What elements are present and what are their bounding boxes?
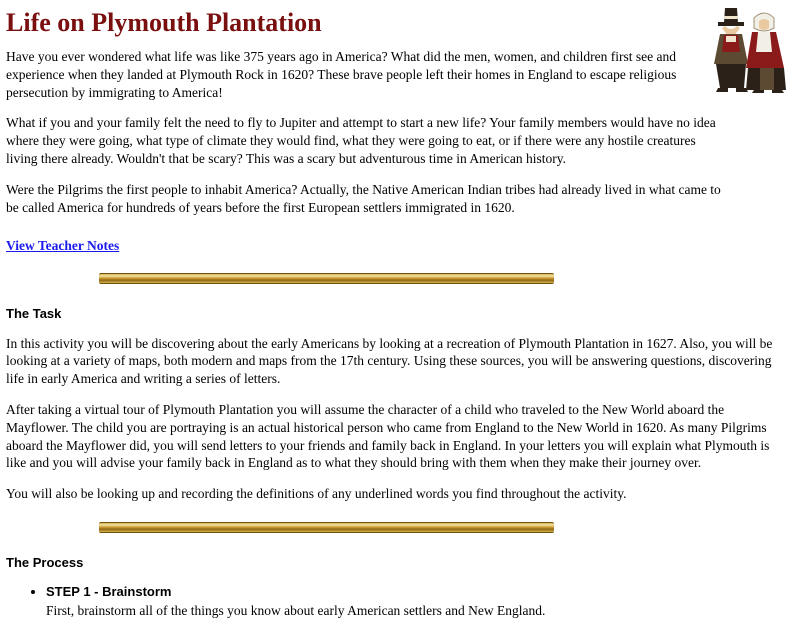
task-section (6, 335, 788, 504)
process-step-list (6, 584, 790, 620)
view-teacher-notes-link[interactable]: View Teacher Notes (6, 237, 120, 253)
process-heading: The Process (6, 555, 84, 570)
task-paragraph-3: You will also be looking up and recording the definitions of any underlined words you find throughout the activity. (6, 486, 627, 502)
task-paragraph-1: In this activity you will be discovering about the early Americans by looking at a recreation of Plymouth Plantation in 1627. Also, you will be looking at a variety of maps, both modern and maps from the 17th century. Using these sources, you will be answering questions, discovering life in early America and writing a series of letters. (6, 335, 773, 387)
divider-top-wrap (6, 272, 646, 288)
task-heading: The Task (6, 305, 62, 321)
pilgrim-couple-illustration (704, 2, 790, 94)
intro-paragraph-2: What if you and your family felt the need to fly to Jupiter and attempt to start a new life? Your family members would have no idea where they were going, what type of climate they would find, what they were going to eat, or if there were any hostile creatures living there already. Wouldn't that be scary? This was a scary but adventurous time in American history. (6, 115, 716, 167)
step-text: First, brainstorm all of the things you know about early American settlers and New England. (46, 603, 546, 618)
list-item (46, 584, 790, 620)
page-title: Life on Plymouth Plantation (6, 8, 322, 37)
gold-bar-divider-icon (99, 522, 554, 533)
intro-paragraph-3: Were the Pilgrims the first people to inhabit America? Actually, the Native American Indian tribes had already lived in what came to be called America for hundreds of years before the first European settlers immigrated in 1620. (6, 181, 721, 215)
task-paragraph-2: After taking a virtual tour of Plymouth Plantation you will assume the character of a child who traveled to the New World aboard the Mayflower. The child you are portraying is an actual historical person who came from England to the New World in 1620. As many Pilgrims aboard the Mayflower did, you will send letters to your friends and family back in England. In your letters you will explain what Plymouth is like and you will advise your family back in England as to what they should bring with them when they make their journey over. (6, 401, 770, 471)
step-title: STEP 1 - Brainstorm (46, 584, 172, 599)
intro-section (6, 48, 721, 217)
divider-bottom-wrap (6, 521, 646, 537)
intro-paragraph-1: Have you ever wondered what life was like 375 years ago in America? What did the men, women, and children first see and experience when they landed at Plymouth Rock in 1620? These brave people left their homes in England to escape religious persecution by immigrating to America! (6, 49, 677, 100)
gold-bar-divider-icon (99, 273, 554, 284)
